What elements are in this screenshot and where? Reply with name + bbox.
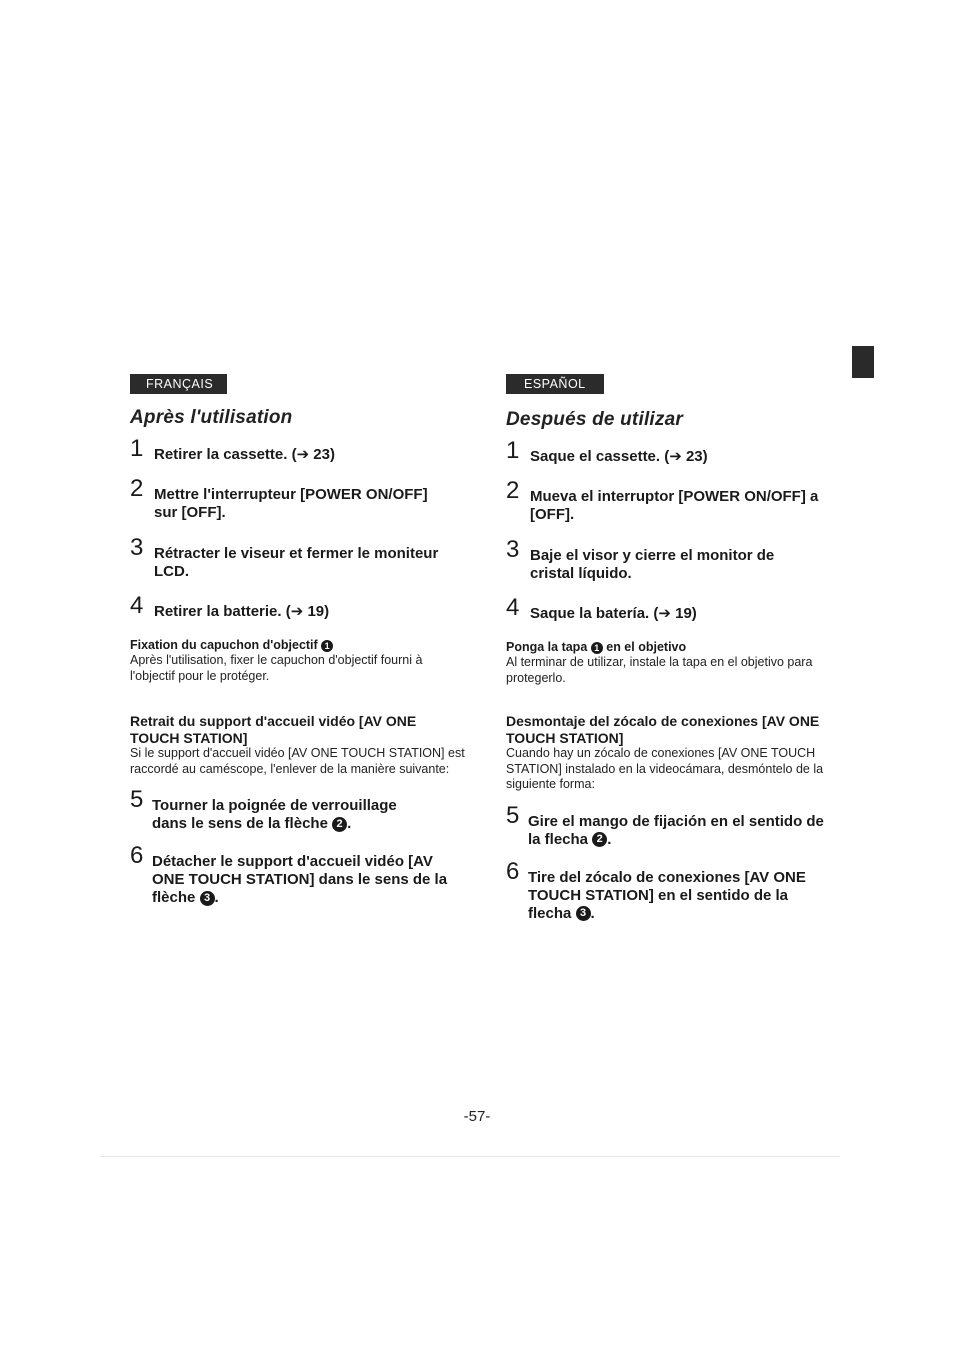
step-text-body: Tire del zócalo de conexiones [AV ONE TOUCH STATION] en el sentido de la flecha	[528, 868, 806, 922]
step-number: 5	[130, 786, 144, 813]
note-heading	[506, 640, 841, 655]
step-number: 5	[506, 801, 520, 829]
lens-cap-note	[506, 640, 841, 686]
step-2	[506, 477, 841, 524]
note-heading	[130, 638, 465, 653]
callout-2-icon: 2	[332, 817, 347, 832]
step-text: Baje el visor y cierre el monitor de cristal líquido.	[530, 547, 775, 582]
step-text: Mueva el interruptor [POWER ON/OFF] a [OFF].	[530, 488, 819, 523]
spanish-column	[506, 374, 841, 923]
step-text-body: Gire el mango de fijación en el sentido de la flecha	[528, 812, 824, 848]
note-heading-after: en el objetivo	[606, 640, 687, 654]
callout-1-icon: 1	[591, 642, 603, 654]
french-column	[130, 374, 465, 907]
step-text: Détacher le support d'accueil vidéo [AV ONE TOUCH STATION] dans le sens de la flèche 3 .	[152, 853, 448, 906]
step-text: Saque el cassette. (➔ 23)	[530, 448, 708, 465]
step-5	[506, 801, 841, 849]
step-text: Rétracter le viseur et fermer le moniteur LCD.	[154, 545, 439, 580]
step-3	[506, 536, 841, 583]
step-number: 6	[130, 842, 144, 869]
callout-1-icon: 1	[321, 640, 333, 652]
station-body: Si le support d'accueil vidéo [AV ONE TOUCH STATION] est raccordé au caméscope, l'enlever de la manière suivante:	[130, 746, 465, 776]
step-text: Mettre l'interrupteur [POWER ON/OFF] sur [OFF].	[154, 486, 428, 521]
step-6	[506, 857, 841, 923]
station-heading: Retrait du support d'accueil vidéo [AV ONE TOUCH STATION]	[130, 713, 417, 746]
step-2	[130, 475, 465, 522]
station-removal	[506, 713, 841, 793]
note-heading-text: Fixation du capuchon d'objectif	[130, 638, 318, 652]
step-1	[130, 435, 465, 464]
step-text: Tourner la poignée de verrouillage dans le sens de la flèche 2 .	[152, 797, 397, 832]
step-4	[130, 592, 465, 621]
section-title-spanish: Después de utilizar	[506, 409, 683, 430]
step-number: 1	[130, 435, 144, 462]
step-text-body: Détacher le support d'accueil vidéo [AV ONE TOUCH STATION] dans le sens de la flèche	[152, 853, 448, 906]
step-text: Gire el mango de fijación en el sentido de la flecha 2 .	[528, 812, 824, 848]
step-number: 4	[130, 592, 144, 619]
step-number: 3	[506, 536, 520, 563]
step-6	[130, 842, 465, 907]
step-text: Saque la batería. (➔ 19)	[530, 605, 697, 622]
step-number: 2	[130, 475, 144, 502]
language-tag-spanish: ESPAÑOL	[506, 374, 604, 394]
step-number: 4	[506, 594, 520, 621]
station-body: Cuando hay un zócalo de conexiones [AV ONE TOUCH STATION] instalado en la videocámara, desmóntelo de la siguiente forma:	[506, 746, 824, 791]
language-tag-french: FRANÇAIS	[130, 374, 227, 394]
callout-3-icon: 3	[576, 906, 591, 921]
step-1	[506, 437, 841, 466]
station-heading: Desmontaje del zócalo de conexiones [AV ONE TOUCH STATION]	[506, 713, 820, 746]
bottom-divider	[100, 1156, 840, 1157]
step-text: Retirer la batterie. (➔ 19)	[154, 603, 330, 620]
lens-cap-note	[130, 638, 465, 684]
step-5	[130, 786, 465, 833]
note-heading-before: Ponga la tapa	[506, 640, 588, 654]
side-thumb-tab	[852, 346, 874, 378]
step-text: Retirer la cassette. (➔ 23)	[154, 446, 335, 463]
section-title-french: Après l'utilisation	[130, 407, 293, 428]
note-body: Al terminar de utilizar, instale la tapa en el objetivo para protegerlo.	[506, 655, 813, 685]
step-number: 2	[506, 477, 520, 504]
callout-2-icon: 2	[592, 832, 607, 847]
step-number: 3	[130, 534, 144, 561]
step-text: Tire del zócalo de conexiones [AV ONE TOUCH STATION] en el sentido de la flecha 3 .	[528, 868, 806, 922]
step-text-body: Tourner la poignée de verrouillage dans le sens de la flèche	[152, 797, 397, 832]
page-number: -57-	[463, 1108, 491, 1125]
step-4	[506, 594, 841, 623]
step-3	[130, 534, 465, 581]
callout-3-icon: 3	[200, 891, 215, 906]
step-number: 6	[506, 857, 520, 885]
station-removal	[130, 713, 465, 777]
note-body: Après l'utilisation, fixer le capuchon d'objectif fourni à l'objectif pour le protéger.	[130, 653, 423, 683]
step-number: 1	[506, 437, 520, 464]
